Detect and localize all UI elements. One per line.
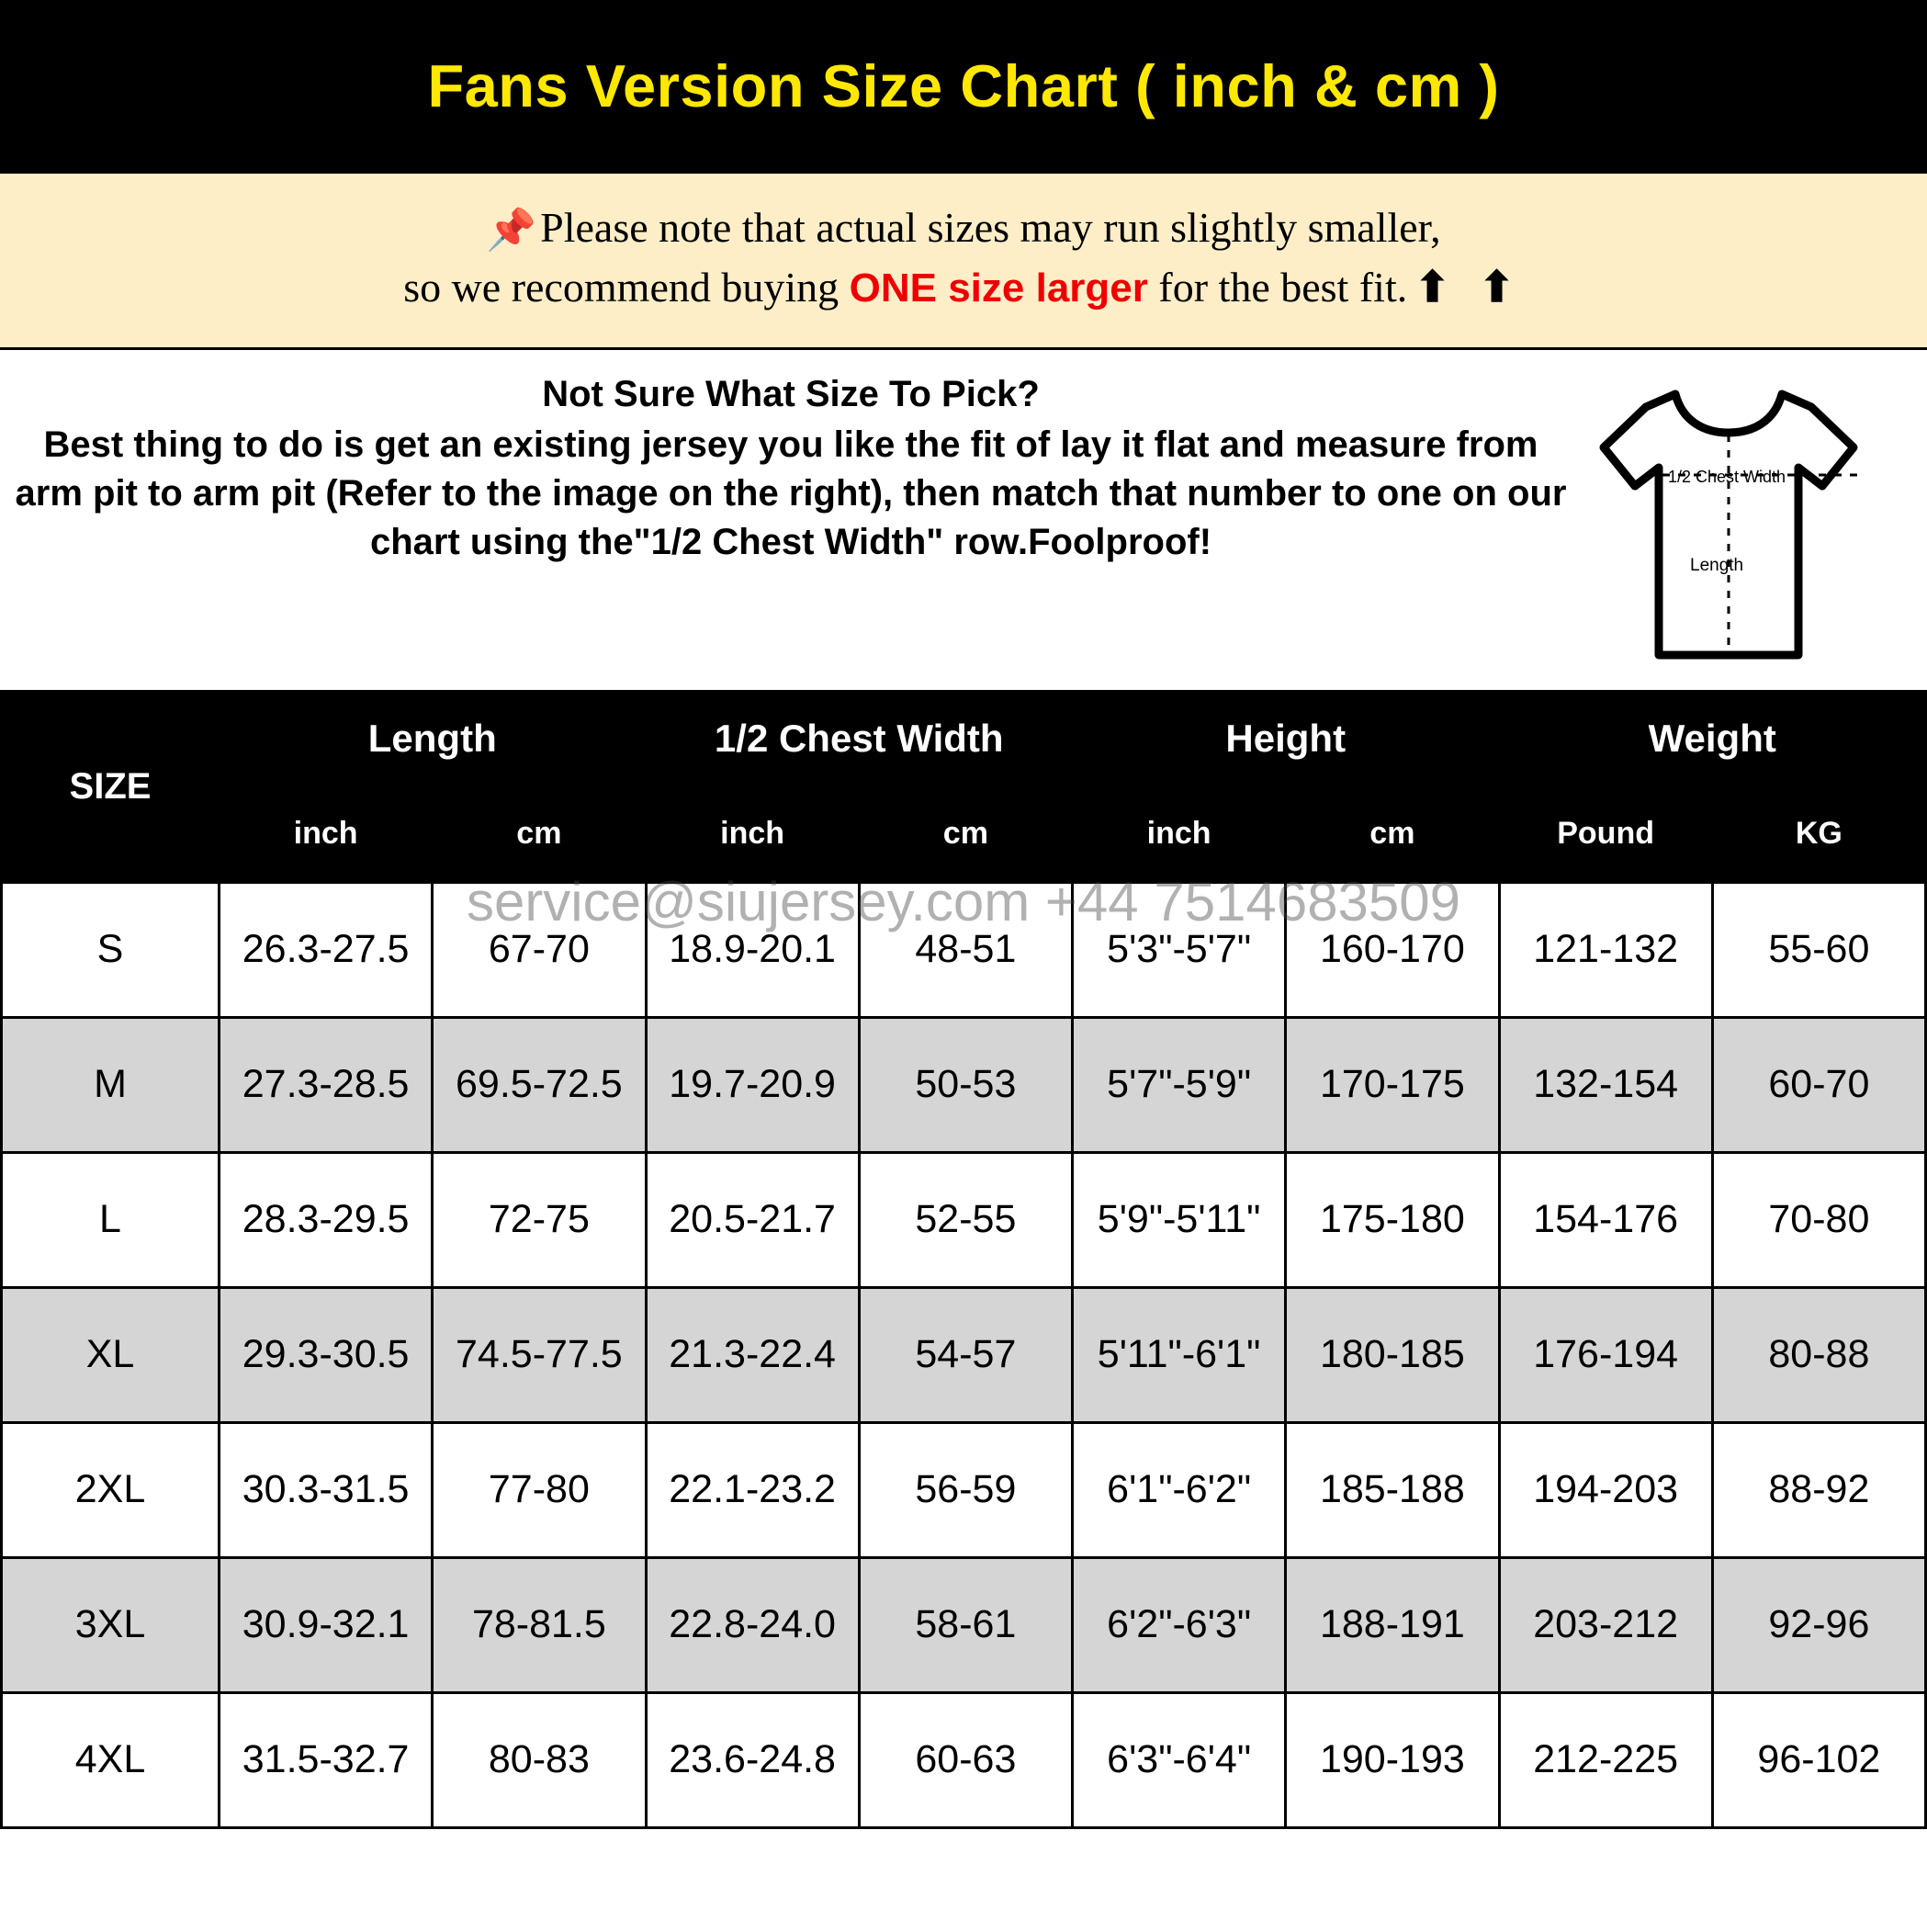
- row-size: 3XL: [2, 1557, 220, 1692]
- cell-height-cm: 170-175: [1286, 1017, 1499, 1152]
- col-unit-chest-cm: cm: [859, 785, 1072, 882]
- cell-weight-pound: 132-154: [1499, 1017, 1712, 1152]
- cell-height-inch: 5'3"-5'7": [1073, 882, 1286, 1017]
- cell-chest-inch: 22.8-24.0: [646, 1557, 859, 1692]
- cell-height-cm: 190-193: [1286, 1692, 1499, 1827]
- cell-height-inch: 5'11"-6'1": [1073, 1287, 1286, 1422]
- cell-height-cm: 175-180: [1286, 1152, 1499, 1287]
- cell-height-cm: 160-170: [1286, 882, 1499, 1017]
- page-title: Fans Version Size Chart ( inch & cm ): [427, 51, 1500, 119]
- cell-weight-pound: 203-212: [1499, 1557, 1712, 1692]
- cell-weight-pound: 212-225: [1499, 1692, 1712, 1827]
- row-size: 4XL: [2, 1692, 220, 1827]
- col-unit-length-cm: cm: [433, 785, 646, 882]
- cell-length-cm: 69.5-72.5: [433, 1017, 646, 1152]
- contact-watermark: service@siujersey.com +44 7514683509: [466, 870, 1461, 932]
- chest-width-label: 1/2 Chest Width: [1668, 467, 1786, 486]
- arrow-up-icon: ⬆ ⬆: [1414, 264, 1524, 311]
- length-label: Length: [1690, 555, 1744, 575]
- note-text-2-after: for the best fit.: [1147, 264, 1408, 311]
- cell-weight-kg: 55-60: [1712, 882, 1925, 1017]
- cell-length-cm: 67-70: [433, 882, 646, 1017]
- cell-length-inch: 26.3-27.5: [220, 882, 433, 1017]
- col-unit-length-inch: inch: [220, 785, 433, 882]
- cell-chest-inch: 18.9-20.1: [646, 882, 859, 1017]
- cell-height-inch: 6'3"-6'4": [1073, 1692, 1286, 1827]
- cell-chest-inch: 19.7-20.9: [646, 1017, 859, 1152]
- note-text-2-before: so we recommend buying: [403, 264, 850, 311]
- size-table-body: [2, 882, 1926, 1827]
- chart-title-bar: [0, 0, 1927, 171]
- cell-chest-cm: 58-61: [859, 1557, 1072, 1692]
- table-row: [2, 1287, 1926, 1422]
- table-row: [2, 882, 1926, 1017]
- cell-length-inch: 27.3-28.5: [220, 1017, 433, 1152]
- cell-weight-kg: 70-80: [1712, 1152, 1925, 1287]
- cell-weight-pound: 194-203: [1499, 1422, 1712, 1557]
- cell-chest-cm: 60-63: [859, 1692, 1072, 1827]
- col-group-height: Height: [1073, 691, 1500, 785]
- cell-height-inch: 5'9"-5'11": [1073, 1152, 1286, 1287]
- advice-heading: Not Sure What Size To Pick?: [542, 373, 1040, 414]
- row-size: S: [2, 882, 220, 1017]
- cell-length-cm: 74.5-77.5: [433, 1287, 646, 1422]
- cell-length-inch: 31.5-32.7: [220, 1692, 433, 1827]
- cell-chest-cm: 56-59: [859, 1422, 1072, 1557]
- pin-icon: 📌: [486, 208, 537, 253]
- note-line-1: [18, 198, 1909, 257]
- cell-weight-kg: 92-96: [1712, 1557, 1925, 1692]
- cell-chest-cm: 54-57: [859, 1287, 1072, 1422]
- cell-weight-kg: 96-102: [1712, 1692, 1925, 1827]
- cell-height-cm: 180-185: [1286, 1287, 1499, 1422]
- cell-weight-kg: 88-92: [1712, 1422, 1925, 1557]
- note-line-2: [18, 257, 1909, 317]
- cell-height-cm: 188-191: [1286, 1557, 1499, 1692]
- header-row-units: [2, 785, 1926, 882]
- tshirt-diagram: [1582, 374, 1909, 673]
- advice-text: [9, 374, 1582, 566]
- cell-chest-cm: 48-51: [859, 882, 1072, 1017]
- cell-weight-kg: 80-88: [1712, 1287, 1925, 1422]
- row-size: XL: [2, 1287, 220, 1422]
- cell-length-cm: 80-83: [433, 1692, 646, 1827]
- cell-height-inch: 5'7"-5'9": [1073, 1017, 1286, 1152]
- cell-length-inch: 28.3-29.5: [220, 1152, 433, 1287]
- advice-body: Best thing to do is get an existing jersey you like the fit of lay it flat and measure from arm pit to arm pit (Refer to the image on the right), then match that number to one on our chart using the"1/2 Chest Width" row.Foolproof!: [15, 424, 1567, 562]
- table-row: [2, 1422, 1926, 1557]
- cell-chest-inch: 23.6-24.8: [646, 1692, 859, 1827]
- note-text-1: Please note that actual sizes may run slightly smaller,: [540, 204, 1441, 251]
- cell-chest-inch: 20.5-21.7: [646, 1152, 859, 1287]
- size-table-wrap: [0, 690, 1927, 1932]
- header-row-groups: [2, 691, 1926, 785]
- table-row: [2, 1692, 1926, 1827]
- cell-length-inch: 30.9-32.1: [220, 1557, 433, 1692]
- note-emphasis: ONE size larger: [849, 266, 1148, 311]
- col-group-chest: 1/2 Chest Width: [646, 691, 1073, 785]
- cell-chest-cm: 50-53: [859, 1017, 1072, 1152]
- cell-length-cm: 77-80: [433, 1422, 646, 1557]
- col-unit-chest-inch: inch: [646, 785, 859, 882]
- table-row: [2, 1017, 1926, 1152]
- measure-advice-block: [0, 350, 1927, 690]
- tshirt-icon: [1591, 379, 1866, 673]
- size-table: [0, 690, 1927, 1829]
- cell-length-inch: 29.3-30.5: [220, 1287, 433, 1422]
- row-size: M: [2, 1017, 220, 1152]
- col-unit-height-cm: cm: [1286, 785, 1499, 882]
- cell-weight-pound: 121-132: [1499, 882, 1712, 1017]
- row-size: 2XL: [2, 1422, 220, 1557]
- cell-weight-pound: 154-176: [1499, 1152, 1712, 1287]
- cell-chest-inch: 22.1-23.2: [646, 1422, 859, 1557]
- col-header-size: SIZE: [2, 691, 220, 882]
- size-table-head: [2, 691, 1926, 882]
- col-unit-height-inch: inch: [1073, 785, 1286, 882]
- cell-height-inch: 6'1"-6'2": [1073, 1422, 1286, 1557]
- col-group-length: Length: [220, 691, 647, 785]
- cell-chest-cm: 52-55: [859, 1152, 1072, 1287]
- cell-length-inch: 30.3-31.5: [220, 1422, 433, 1557]
- cell-weight-kg: 60-70: [1712, 1017, 1925, 1152]
- cell-height-cm: 185-188: [1286, 1422, 1499, 1557]
- cell-length-cm: 78-81.5: [433, 1557, 646, 1692]
- cell-length-cm: 72-75: [433, 1152, 646, 1287]
- size-note-banner: [0, 171, 1927, 350]
- row-size: L: [2, 1152, 220, 1287]
- cell-chest-inch: 21.3-22.4: [646, 1287, 859, 1422]
- col-group-weight: Weight: [1499, 691, 1926, 785]
- cell-weight-pound: 176-194: [1499, 1287, 1712, 1422]
- col-unit-weight-pound: Pound: [1499, 785, 1712, 882]
- table-row: [2, 1557, 1926, 1692]
- table-row: [2, 1152, 1926, 1287]
- col-unit-weight-kg: KG: [1712, 785, 1925, 882]
- cell-height-inch: 6'2"-6'3": [1073, 1557, 1286, 1692]
